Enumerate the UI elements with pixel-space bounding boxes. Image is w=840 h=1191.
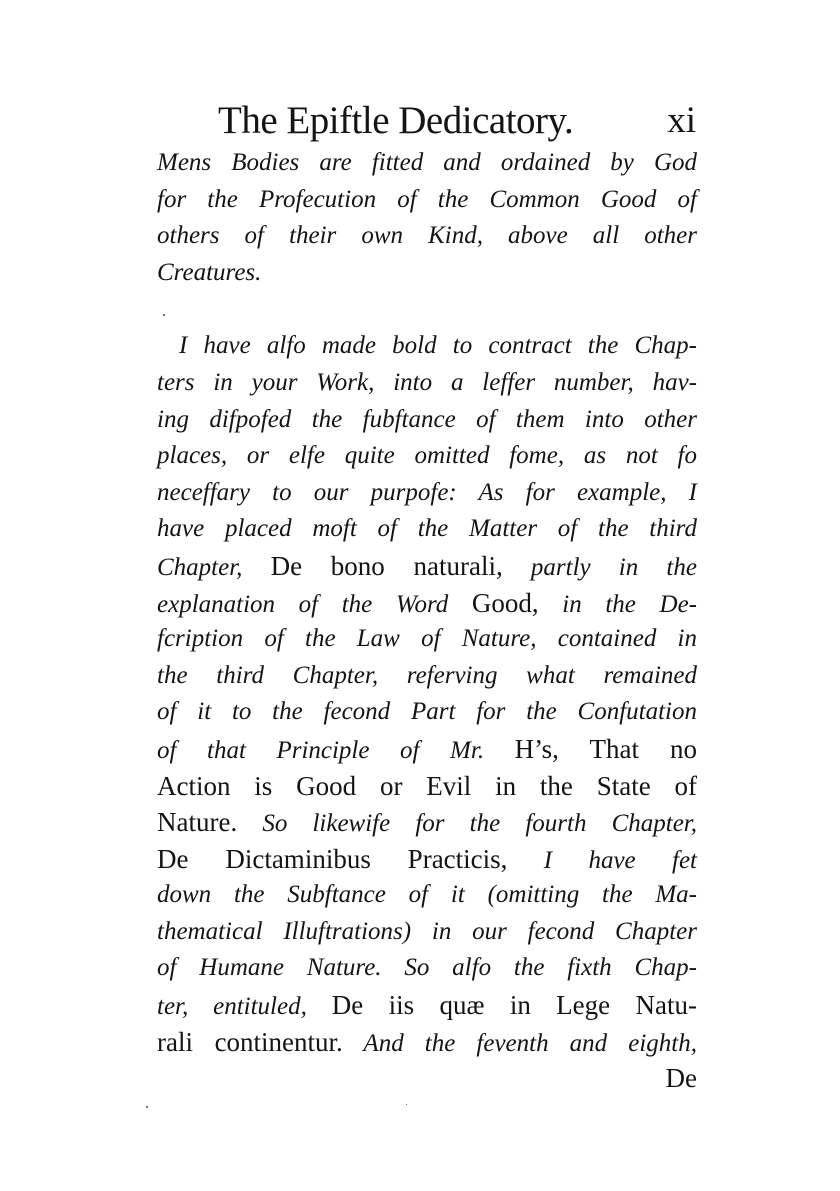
text-line	[157, 328, 697, 365]
text-line	[157, 218, 697, 255]
italic-text: the third Chapter, referving what remained	[157, 661, 697, 689]
italic-text: ters in your Work, into a leffer number, hav-	[157, 368, 697, 396]
text-line	[157, 804, 697, 841]
italic-text: fcription of the Law of Nature, contained in	[157, 625, 697, 653]
roman-text: De bono naturali,	[270, 550, 503, 581]
text-line	[157, 585, 697, 622]
text-line	[157, 365, 697, 402]
text-line	[157, 841, 697, 878]
text-line	[157, 255, 697, 292]
italic-text: for the Profecution of the Common Good of	[157, 185, 697, 213]
text-line	[157, 402, 697, 439]
page-number: xi	[667, 100, 696, 141]
text-line	[157, 731, 697, 768]
text-line	[157, 182, 697, 219]
italic-text: neceffary to our purpofe: As for example, I	[157, 478, 697, 506]
roman-text: Action is Good or Evil in the State of	[157, 770, 697, 801]
italic-text: So likewife for the fourth Chapter,	[237, 810, 697, 838]
roman-text: Nature.	[157, 807, 238, 838]
text-line	[157, 145, 697, 182]
text-line	[157, 987, 697, 1024]
roman-text: Good,	[471, 587, 539, 618]
running-title: The Epiftle Dedicatory.	[218, 99, 574, 142]
paragraph	[157, 328, 697, 1060]
italic-text: Mens Bodies are fitted and ordained by God	[157, 149, 697, 176]
text-line	[157, 658, 697, 695]
italic-text: have placed moft of the Matter of the third	[157, 515, 697, 543]
paragraph	[157, 145, 697, 291]
italic-text: partly in the	[502, 553, 697, 581]
text-line	[157, 877, 697, 914]
text-line	[157, 768, 697, 805]
text-line	[157, 694, 697, 731]
text-line	[157, 475, 697, 512]
paragraph-gap	[157, 291, 697, 328]
text-line	[157, 950, 697, 987]
italic-text: explanation of the Word	[157, 590, 472, 618]
italic-text: thematical Illuftrations) in our fecond Chapter	[157, 917, 697, 945]
italic-text: Chapter,	[157, 553, 271, 581]
body-text	[157, 145, 697, 1097]
page-header	[218, 96, 696, 146]
italic-text: ing difpofed the fubftance of them into other	[157, 405, 697, 433]
roman-text: rali continentur.	[157, 1026, 343, 1057]
italic-text: in the De-	[538, 590, 697, 618]
roman-text: De iis quæ in Lege Natu-	[331, 990, 697, 1021]
italic-text: I have alfo made bold to contract the Chap-	[179, 332, 697, 360]
roman-text: H’s, That no	[514, 733, 697, 764]
text-line	[157, 1024, 697, 1061]
text-line	[157, 511, 697, 548]
catchword: De	[665, 1063, 697, 1094]
italic-text: down the Subftance of it (omitting the Ma-	[157, 881, 697, 909]
text-line	[157, 548, 697, 585]
roman-text: De Dictaminibus Practicis,	[157, 843, 508, 874]
italic-text: Creatures.	[157, 258, 262, 286]
italic-text: of Humane Nature. So alfo the fixth Chap-	[157, 954, 697, 982]
text-line	[157, 438, 697, 475]
italic-text: of that Principle of Mr.	[157, 736, 515, 764]
italic-text: places, or elfe quite omitted fome, as not fo	[157, 442, 697, 470]
italic-text: And the feventh and eighth,	[342, 1029, 698, 1057]
italic-text: others of their own Kind, above all other	[157, 222, 697, 250]
italic-text: of it to the fecond Part for the Confutation	[157, 698, 697, 726]
italic-text: ter, entituled,	[157, 993, 332, 1021]
text-line	[157, 914, 697, 951]
italic-text: I have fet	[507, 846, 697, 874]
text-line	[157, 621, 697, 658]
